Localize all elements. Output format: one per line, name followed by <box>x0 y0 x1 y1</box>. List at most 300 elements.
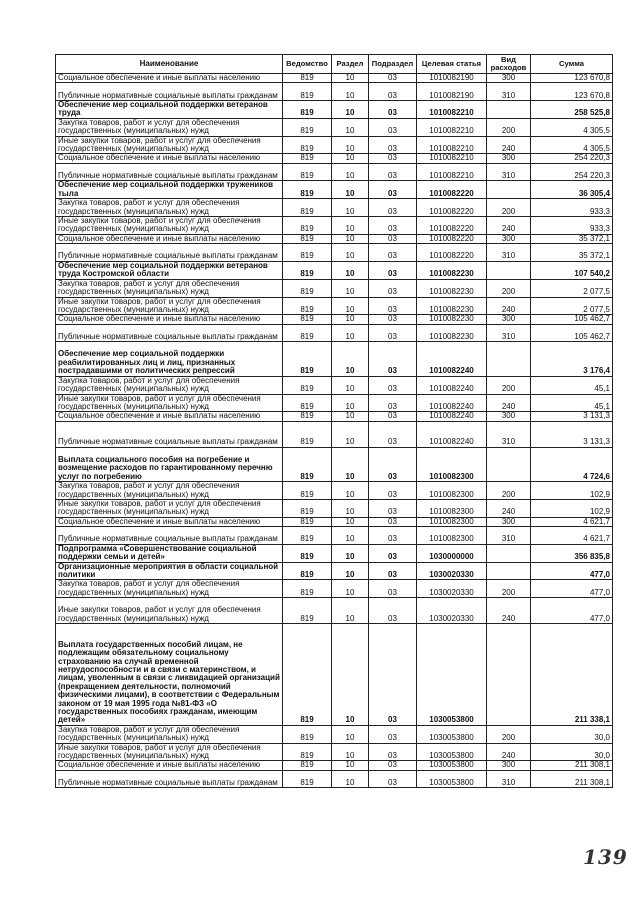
cell-kind: 240 <box>487 743 531 761</box>
cell-name: Закупка товаров, работ и услуг для обеспечения государственных (муниципальных) нужд <box>56 580 283 598</box>
cell-target: 1010082220 <box>417 234 487 243</box>
cell-dept: 819 <box>283 421 332 447</box>
cell-sum: 35 372,1 <box>531 244 613 262</box>
cell-subsection: 03 <box>369 517 417 526</box>
cell-subsection: 03 <box>369 482 417 500</box>
cell-target: 1030053800 <box>417 770 487 788</box>
cell-section: 10 <box>332 181 369 199</box>
cell-subsection: 03 <box>369 118 417 136</box>
cell-section: 10 <box>332 244 369 262</box>
cell-section: 10 <box>332 342 369 376</box>
cell-sum: 35 372,1 <box>531 234 613 243</box>
cell-name: Иные закупки товаров, работ и услуг для обеспечения государственных (муниципальных) нужд <box>56 499 283 517</box>
cell-kind: 300 <box>487 234 531 243</box>
cell-name: Закупка товаров, работ и услуг для обеспечения государственных (муниципальных) нужд <box>56 118 283 136</box>
cell-name: Закупка товаров, работ и услуг для обеспечения государственных (муниципальных) нужд <box>56 725 283 743</box>
cell-name: Подпрограмма «Совершенствование социальной поддержки семьи и детей» <box>56 544 283 562</box>
cell-subsection: 03 <box>369 244 417 262</box>
cell-dept: 819 <box>283 297 332 315</box>
cell-subsection: 03 <box>369 447 417 481</box>
cell-section: 10 <box>332 580 369 598</box>
cell-kind: 310 <box>487 163 531 181</box>
cell-kind <box>487 544 531 562</box>
cell-sum: 105 462,7 <box>531 324 613 342</box>
cell-dept: 819 <box>283 315 332 324</box>
cell-section: 10 <box>332 376 369 394</box>
table-row <box>56 101 613 119</box>
cell-section: 10 <box>332 447 369 481</box>
cell-section: 10 <box>332 74 369 83</box>
table-row <box>56 217 613 235</box>
cell-sum: 211 338,1 <box>531 624 613 726</box>
cell-target: 1010082300 <box>417 517 487 526</box>
cell-kind: 310 <box>487 770 531 788</box>
cell-subsection: 03 <box>369 412 417 421</box>
cell-section: 10 <box>332 499 369 517</box>
cell-sum: 477,0 <box>531 598 613 624</box>
cell-sum: 107 540,2 <box>531 261 613 279</box>
cell-name: Обеспечение мер социальной поддержки ветеранов труда Костромской области <box>56 261 283 279</box>
cell-target: 1030053800 <box>417 761 487 770</box>
cell-dept: 819 <box>283 234 332 243</box>
cell-section: 10 <box>332 544 369 562</box>
cell-dept: 819 <box>283 217 332 235</box>
cell-subsection: 03 <box>369 725 417 743</box>
budget-table-sheet <box>55 54 612 788</box>
cell-kind: 240 <box>487 499 531 517</box>
cell-kind: 200 <box>487 199 531 217</box>
cell-dept: 819 <box>283 74 332 83</box>
table-row <box>56 118 613 136</box>
cell-sum: 102,9 <box>531 482 613 500</box>
cell-dept: 819 <box>283 544 332 562</box>
cell-kind: 300 <box>487 412 531 421</box>
cell-section: 10 <box>332 83 369 101</box>
cell-section: 10 <box>332 217 369 235</box>
cell-dept: 819 <box>283 624 332 726</box>
cell-kind <box>487 342 531 376</box>
cell-name: Закупка товаров, работ и услуг для обеспечения государственных (муниципальных) нужд <box>56 199 283 217</box>
cell-name: Социальное обеспечение и иные выплаты населению <box>56 315 283 324</box>
table-row <box>56 527 613 545</box>
cell-section: 10 <box>332 482 369 500</box>
table-row <box>56 562 613 580</box>
cell-target: 1010082210 <box>417 101 487 119</box>
cell-name: Организационные мероприятия в области социальной политики <box>56 562 283 580</box>
cell-subsection: 03 <box>369 394 417 412</box>
cell-target: 1010082220 <box>417 217 487 235</box>
cell-name: Публичные нормативные социальные выплаты гражданам <box>56 527 283 545</box>
cell-kind: 310 <box>487 421 531 447</box>
cell-kind <box>487 181 531 199</box>
cell-sum: 102,9 <box>531 499 613 517</box>
cell-name: Закупка товаров, работ и услуг для обеспечения государственных (муниципальных) нужд <box>56 376 283 394</box>
cell-target: 1010082220 <box>417 181 487 199</box>
cell-section: 10 <box>332 624 369 726</box>
cell-name: Публичные нормативные социальные выплаты гражданам <box>56 421 283 447</box>
cell-section: 10 <box>332 118 369 136</box>
table-row <box>56 181 613 199</box>
cell-section: 10 <box>332 136 369 154</box>
cell-name: Иные закупки товаров, работ и услуг для обеспечения государственных (муниципальных) нужд <box>56 136 283 154</box>
cell-subsection: 03 <box>369 261 417 279</box>
table-row <box>56 725 613 743</box>
cell-section: 10 <box>332 421 369 447</box>
cell-subsection: 03 <box>369 234 417 243</box>
cell-name: Социальное обеспечение и иные выплаты населению <box>56 154 283 163</box>
table-row <box>56 324 613 342</box>
cell-target: 1010082240 <box>417 412 487 421</box>
cell-subsection: 03 <box>369 499 417 517</box>
page-number: 139 <box>583 845 628 869</box>
header-subsection: Подраздел <box>369 55 417 74</box>
cell-kind: 310 <box>487 527 531 545</box>
header-dept: Ведомство <box>283 55 332 74</box>
cell-sum: 123 670,8 <box>531 74 613 83</box>
cell-kind: 200 <box>487 725 531 743</box>
cell-subsection: 03 <box>369 136 417 154</box>
cell-subsection: 03 <box>369 376 417 394</box>
table-row <box>56 499 613 517</box>
cell-section: 10 <box>332 598 369 624</box>
cell-target: 1010082300 <box>417 447 487 481</box>
cell-kind: 310 <box>487 83 531 101</box>
cell-sum: 477,0 <box>531 562 613 580</box>
header-section: Раздел <box>332 55 369 74</box>
cell-subsection: 03 <box>369 181 417 199</box>
table-row <box>56 421 613 447</box>
cell-sum: 356 835,8 <box>531 544 613 562</box>
cell-dept: 819 <box>283 199 332 217</box>
cell-name: Выплата социального пособия на погребение и возмещение расходов по гарантированному перечню услуг по погребению <box>56 447 283 481</box>
cell-name: Закупка товаров, работ и услуг для обеспечения государственных (муниципальных) нужд <box>56 279 283 297</box>
table-row <box>56 315 613 324</box>
cell-dept: 819 <box>283 447 332 481</box>
cell-subsection: 03 <box>369 279 417 297</box>
cell-subsection: 03 <box>369 527 417 545</box>
cell-sum: 36 305,4 <box>531 181 613 199</box>
cell-subsection: 03 <box>369 101 417 119</box>
cell-kind <box>487 447 531 481</box>
cell-target: 1010082230 <box>417 315 487 324</box>
cell-dept: 819 <box>283 527 332 545</box>
cell-subsection: 03 <box>369 743 417 761</box>
cell-dept: 819 <box>283 163 332 181</box>
table-row <box>56 234 613 243</box>
cell-kind: 200 <box>487 376 531 394</box>
table-row <box>56 261 613 279</box>
cell-section: 10 <box>332 761 369 770</box>
cell-dept: 819 <box>283 482 332 500</box>
cell-kind: 300 <box>487 517 531 526</box>
cell-sum: 4 621,7 <box>531 517 613 526</box>
cell-dept: 819 <box>283 279 332 297</box>
header-kind: Вид расходов <box>487 55 531 74</box>
cell-name: Обеспечение мер социальной поддержки тружеников тыла <box>56 181 283 199</box>
cell-dept: 819 <box>283 743 332 761</box>
cell-target: 1010082210 <box>417 136 487 154</box>
table-row <box>56 544 613 562</box>
cell-subsection: 03 <box>369 761 417 770</box>
cell-dept: 819 <box>283 261 332 279</box>
cell-sum: 477,0 <box>531 580 613 598</box>
cell-section: 10 <box>332 527 369 545</box>
cell-subsection: 03 <box>369 624 417 726</box>
cell-kind: 300 <box>487 74 531 83</box>
cell-name: Социальное обеспечение и иные выплаты населению <box>56 74 283 83</box>
cell-name: Социальное обеспечение и иные выплаты населению <box>56 761 283 770</box>
cell-kind: 200 <box>487 580 531 598</box>
cell-subsection: 03 <box>369 74 417 83</box>
cell-dept: 819 <box>283 499 332 517</box>
cell-section: 10 <box>332 324 369 342</box>
cell-dept: 819 <box>283 154 332 163</box>
cell-kind: 200 <box>487 118 531 136</box>
cell-name: Иные закупки товаров, работ и услуг для обеспечения государственных (муниципальных) нужд <box>56 743 283 761</box>
cell-subsection: 03 <box>369 83 417 101</box>
cell-kind: 240 <box>487 598 531 624</box>
table-row <box>56 342 613 376</box>
cell-section: 10 <box>332 743 369 761</box>
cell-subsection: 03 <box>369 315 417 324</box>
cell-name: Социальное обеспечение и иные выплаты населению <box>56 517 283 526</box>
cell-subsection: 03 <box>369 199 417 217</box>
table-row <box>56 394 613 412</box>
cell-target: 1010082210 <box>417 154 487 163</box>
table-row <box>56 624 613 726</box>
table-row <box>56 517 613 526</box>
cell-name: Иные закупки товаров, работ и услуг для обеспечения государственных (муниципальных) нужд <box>56 297 283 315</box>
table-row <box>56 163 613 181</box>
table-row <box>56 743 613 761</box>
cell-section: 10 <box>332 101 369 119</box>
cell-sum: 123 670,8 <box>531 83 613 101</box>
cell-dept: 819 <box>283 324 332 342</box>
table-row <box>56 447 613 481</box>
cell-dept: 819 <box>283 376 332 394</box>
cell-section: 10 <box>332 234 369 243</box>
cell-kind: 300 <box>487 761 531 770</box>
cell-subsection: 03 <box>369 598 417 624</box>
cell-section: 10 <box>332 315 369 324</box>
cell-name: Закупка товаров, работ и услуг для обеспечения государственных (муниципальных) нужд <box>56 482 283 500</box>
table-row <box>56 770 613 788</box>
cell-section: 10 <box>332 412 369 421</box>
cell-section: 10 <box>332 394 369 412</box>
cell-subsection: 03 <box>369 154 417 163</box>
cell-subsection: 03 <box>369 342 417 376</box>
cell-kind: 240 <box>487 217 531 235</box>
cell-dept: 819 <box>283 770 332 788</box>
table-row <box>56 482 613 500</box>
cell-kind: 300 <box>487 154 531 163</box>
cell-target: 1010082240 <box>417 342 487 376</box>
cell-kind: 200 <box>487 279 531 297</box>
cell-target: 1010082240 <box>417 376 487 394</box>
cell-dept: 819 <box>283 598 332 624</box>
cell-subsection: 03 <box>369 163 417 181</box>
cell-dept: 819 <box>283 244 332 262</box>
cell-subsection: 03 <box>369 770 417 788</box>
cell-target: 1030020330 <box>417 562 487 580</box>
cell-sum: 3 131,3 <box>531 412 613 421</box>
cell-sum: 933,3 <box>531 217 613 235</box>
cell-dept: 819 <box>283 181 332 199</box>
cell-subsection: 03 <box>369 297 417 315</box>
table-row <box>56 74 613 83</box>
cell-target: 1010082300 <box>417 499 487 517</box>
cell-sum: 211 308,1 <box>531 770 613 788</box>
table-row <box>56 297 613 315</box>
cell-sum: 258 525,8 <box>531 101 613 119</box>
cell-sum: 105 462,7 <box>531 315 613 324</box>
cell-target: 1010082230 <box>417 297 487 315</box>
cell-sum: 45,1 <box>531 394 613 412</box>
cell-sum: 254 220,3 <box>531 163 613 181</box>
cell-sum: 30,0 <box>531 743 613 761</box>
cell-dept: 819 <box>283 725 332 743</box>
cell-sum: 3 176,4 <box>531 342 613 376</box>
cell-target: 1010082210 <box>417 118 487 136</box>
cell-sum: 254 220,3 <box>531 154 613 163</box>
cell-subsection: 03 <box>369 324 417 342</box>
cell-kind <box>487 101 531 119</box>
cell-dept: 819 <box>283 118 332 136</box>
cell-section: 10 <box>332 154 369 163</box>
cell-subsection: 03 <box>369 580 417 598</box>
table-row <box>56 580 613 598</box>
table-row <box>56 279 613 297</box>
cell-target: 1010082220 <box>417 244 487 262</box>
cell-name: Публичные нормативные социальные выплаты гражданам <box>56 244 283 262</box>
header-name: Наименование <box>56 55 283 74</box>
cell-sum: 4 305,5 <box>531 136 613 154</box>
cell-name: Социальное обеспечение и иные выплаты населению <box>56 234 283 243</box>
cell-sum: 933,3 <box>531 199 613 217</box>
cell-subsection: 03 <box>369 562 417 580</box>
table-row <box>56 154 613 163</box>
cell-section: 10 <box>332 297 369 315</box>
cell-kind: 200 <box>487 482 531 500</box>
cell-subsection: 03 <box>369 217 417 235</box>
cell-kind: 240 <box>487 297 531 315</box>
cell-sum: 4 724,6 <box>531 447 613 481</box>
cell-section: 10 <box>332 562 369 580</box>
cell-dept: 819 <box>283 562 332 580</box>
table-row <box>56 83 613 101</box>
cell-target: 1030053800 <box>417 725 487 743</box>
cell-sum: 45,1 <box>531 376 613 394</box>
cell-target: 1010082230 <box>417 324 487 342</box>
cell-target: 1010082190 <box>417 74 487 83</box>
cell-name: Публичные нормативные социальные выплаты гражданам <box>56 163 283 181</box>
budget-table <box>55 54 613 788</box>
cell-section: 10 <box>332 261 369 279</box>
cell-dept: 819 <box>283 580 332 598</box>
cell-name: Публичные нормативные социальные выплаты гражданам <box>56 770 283 788</box>
cell-sum: 211 308,1 <box>531 761 613 770</box>
cell-dept: 819 <box>283 342 332 376</box>
cell-sum: 2 077,5 <box>531 297 613 315</box>
cell-target: 1030020330 <box>417 598 487 624</box>
cell-target: 1010082230 <box>417 279 487 297</box>
table-row <box>56 376 613 394</box>
cell-sum: 4 305,5 <box>531 118 613 136</box>
cell-sum: 2 077,5 <box>531 279 613 297</box>
cell-dept: 819 <box>283 83 332 101</box>
cell-section: 10 <box>332 163 369 181</box>
cell-kind: 300 <box>487 315 531 324</box>
table-row <box>56 244 613 262</box>
cell-kind: 240 <box>487 136 531 154</box>
cell-target: 1010082220 <box>417 199 487 217</box>
table-row <box>56 761 613 770</box>
cell-dept: 819 <box>283 761 332 770</box>
cell-name: Иные закупки товаров, работ и услуг для обеспечения государственных (муниципальных) нужд <box>56 394 283 412</box>
cell-kind: 310 <box>487 324 531 342</box>
cell-target: 1010082240 <box>417 394 487 412</box>
cell-target: 1010082210 <box>417 163 487 181</box>
table-header-row <box>56 55 613 74</box>
cell-target: 1030020330 <box>417 580 487 598</box>
cell-name: Обеспечение мер социальной поддержки ветеранов труда <box>56 101 283 119</box>
cell-name: Иные закупки товаров, работ и услуг для обеспечения государственных (муниципальных) нужд <box>56 598 283 624</box>
cell-target: 1010082300 <box>417 527 487 545</box>
table-row <box>56 598 613 624</box>
cell-name: Публичные нормативные социальные выплаты гражданам <box>56 324 283 342</box>
cell-kind: 310 <box>487 244 531 262</box>
cell-name: Обеспечение мер социальной поддержки реабилитированных лиц и лиц, признанных пострадавшими от политических репрессий <box>56 342 283 376</box>
cell-kind: 240 <box>487 394 531 412</box>
cell-name: Выплата государственных пособий лицам, не подлежащим обязательному социальному страхованию на случай временной нетрудоспособности и в связи с материнством, и лицам, уволенным в связи с ликвидацией организаций (прекращением деятельности, полномочий физическими лицами), в соответствии с Федеральным законом от 19 мая 1995 года №81-ФЗ «О государственных пособиях гражданам, имеющим детей» <box>56 624 283 726</box>
cell-sum: 4 621,7 <box>531 527 613 545</box>
table-row <box>56 412 613 421</box>
cell-target: 1010082300 <box>417 482 487 500</box>
cell-target: 1010082190 <box>417 83 487 101</box>
cell-kind <box>487 562 531 580</box>
cell-name: Социальное обеспечение и иные выплаты населению <box>56 412 283 421</box>
table-row <box>56 199 613 217</box>
cell-target: 1010082240 <box>417 421 487 447</box>
cell-kind <box>487 261 531 279</box>
header-target: Целевая статья <box>417 55 487 74</box>
cell-dept: 819 <box>283 412 332 421</box>
cell-section: 10 <box>332 725 369 743</box>
cell-target: 1030000000 <box>417 544 487 562</box>
cell-subsection: 03 <box>369 421 417 447</box>
cell-sum: 3 131,3 <box>531 421 613 447</box>
cell-target: 1030053800 <box>417 743 487 761</box>
cell-dept: 819 <box>283 517 332 526</box>
cell-section: 10 <box>332 770 369 788</box>
cell-section: 10 <box>332 199 369 217</box>
cell-section: 10 <box>332 279 369 297</box>
cell-dept: 819 <box>283 394 332 412</box>
table-body <box>56 74 613 788</box>
header-sum: Сумма <box>531 55 613 74</box>
cell-name: Публичные нормативные социальные выплаты гражданам <box>56 83 283 101</box>
cell-dept: 819 <box>283 101 332 119</box>
cell-subsection: 03 <box>369 544 417 562</box>
cell-kind <box>487 624 531 726</box>
cell-target: 1010082230 <box>417 261 487 279</box>
cell-section: 10 <box>332 517 369 526</box>
cell-name: Иные закупки товаров, работ и услуг для обеспечения государственных (муниципальных) нужд <box>56 217 283 235</box>
cell-dept: 819 <box>283 136 332 154</box>
cell-target: 1030053800 <box>417 624 487 726</box>
table-row <box>56 136 613 154</box>
cell-sum: 30,0 <box>531 725 613 743</box>
